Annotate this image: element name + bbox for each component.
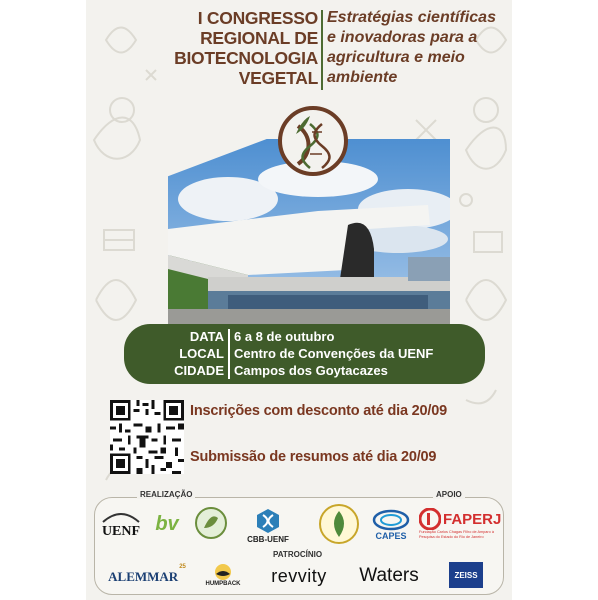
registration-qr-code[interactable] — [110, 400, 184, 474]
faperj-subtitle: Fundação Carlos Chagas Filho de Amparo à Pesquisa do Estado do Rio de Janeiro — [419, 530, 494, 539]
waters-logo: Waters — [359, 565, 419, 586]
leaf-emblem-icon — [194, 506, 228, 540]
cbb-uenf-logo: CBB-UENF — [241, 502, 295, 548]
title-line: BIOTECNOLOGIA — [174, 48, 318, 68]
patrocinio-label: PATROCÍNIO — [273, 550, 323, 559]
congress-logo — [276, 104, 350, 178]
whale-icon — [211, 563, 235, 581]
faperj-logo: FAPERJ Fundação Carlos Chagas Filho de Amparo à Pesquisa do Estado do Rio de Janeiro — [419, 502, 501, 546]
bv-logo: bv — [155, 512, 179, 535]
capes-emblem-icon — [371, 509, 411, 531]
title-line: I CONGRESSO — [197, 8, 318, 28]
zeiss-logo: ZEISS — [449, 562, 483, 588]
partners-panel — [94, 490, 504, 595]
society-seal-logo — [317, 502, 361, 546]
submission-deadline: Submissão de resumos até dia 20/09 — [190, 449, 437, 465]
subtitle-line: agricultura e meio — [327, 49, 465, 66]
capes-logo: CAPES — [365, 504, 417, 546]
registration-deadline: Inscrições com desconto até dia 20/09 — [190, 403, 447, 419]
alemmar-badge: 25 — [179, 564, 186, 570]
info-key: LOCAL — [179, 346, 224, 361]
title-divider — [321, 10, 323, 90]
info-key: DATA — [189, 329, 224, 344]
info-value: 6 a 8 de outubro — [234, 329, 335, 344]
event-info-box — [124, 324, 485, 384]
realizacao-label: REALIZAÇÃO — [137, 490, 195, 499]
info-key: CIDADE — [174, 363, 224, 378]
info-value: Campos dos Goytacazes — [234, 363, 388, 378]
subtitle-line: e inovadoras para a — [327, 29, 478, 46]
revvity-logo: revvity — [271, 565, 327, 586]
event-poster — [86, 0, 512, 600]
faperj-emblem-icon — [419, 508, 441, 530]
comunicacao-logo — [193, 504, 229, 542]
apoio-label: APOIO — [433, 490, 465, 499]
congress-title — [122, 8, 318, 88]
info-divider — [228, 329, 230, 379]
cbb-emblem-icon — [255, 507, 281, 535]
subtitle-line: ambiente — [327, 69, 398, 86]
alemmar-logo: ALEMMAR 25 — [108, 564, 186, 584]
seal-emblem-icon — [318, 503, 360, 545]
uenf-emblem-icon — [101, 510, 141, 524]
congress-subtitle — [327, 8, 507, 88]
humpback-logo: HUMPBACK — [199, 558, 247, 592]
title-line: VEGETAL — [238, 68, 318, 88]
subtitle-line: Estratégias científicas — [327, 9, 496, 26]
info-value: Centro de Convenções da UENF — [234, 346, 434, 361]
uenf-logo: UENF — [97, 504, 145, 546]
title-line: REGIONAL DE — [200, 28, 318, 48]
